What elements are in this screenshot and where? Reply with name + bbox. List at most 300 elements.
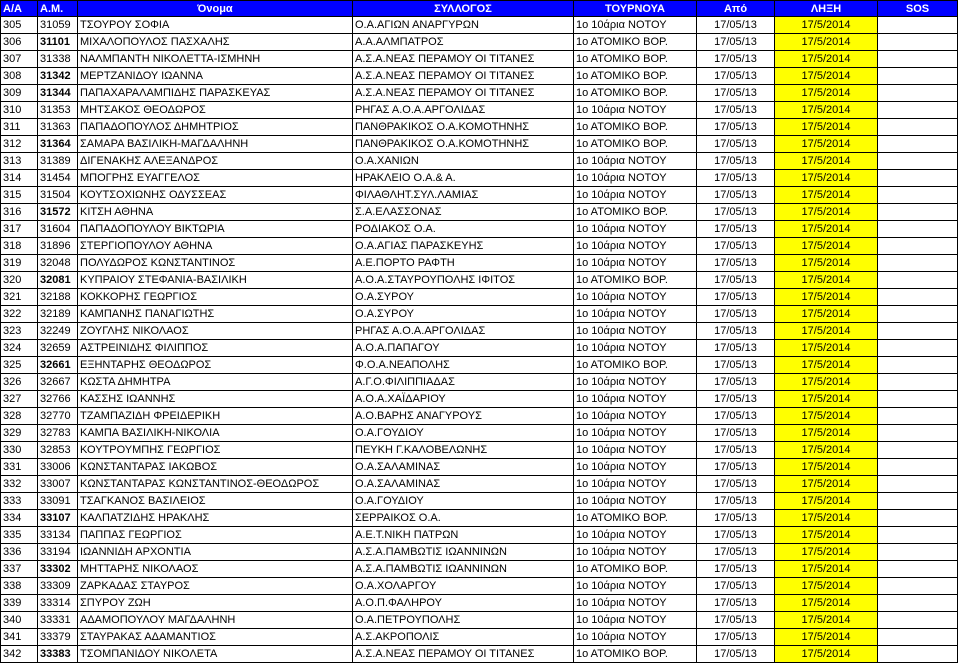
cell-tournament: 1ο 10άρια ΝΟΤΟΥ	[574, 340, 697, 357]
cell-sos	[878, 544, 958, 561]
cell-club: Α.Ο.Π.ΦΑΛΗΡΟΥ	[353, 595, 574, 612]
table-row	[1, 527, 958, 544]
cell-aa: 333	[1, 493, 38, 510]
cell-club: Α.Σ.Α.ΝΕΑΣ ΠΕΡΑΜΟΥ ΟΙ ΤΙΤΑΝΕΣ	[353, 51, 574, 68]
cell-tournament: 1ο 10άρια ΝΟΤΟΥ	[574, 391, 697, 408]
cell-am: 33331	[38, 612, 78, 629]
cell-aa: 323	[1, 323, 38, 340]
cell-name: ΚΥΠΡΑΙΟΥ ΣΤΕΦΑΝΙΑ-ΒΑΣΙΛΙΚΗ	[78, 272, 353, 289]
cell-club: Α.Ο.Α.ΧΑΪΔΑΡΙΟΥ	[353, 391, 574, 408]
cell-end: 17/5/2014	[775, 578, 878, 595]
cell-end: 17/5/2014	[775, 136, 878, 153]
cell-aa: 307	[1, 51, 38, 68]
cell-from: 17/05/13	[697, 391, 775, 408]
header-club: ΣΥΛΛΟΓΟΣ	[353, 1, 574, 17]
cell-from: 17/05/13	[697, 204, 775, 221]
cell-name: ΠΑΠΑΔΟΠΟΥΛΟΣ ΔΗΜΗΤΡΙΟΣ	[78, 119, 353, 136]
cell-tournament: 1ο 10άρια ΝΟΤΟΥ	[574, 306, 697, 323]
cell-club: Φ.Ο.Α.ΝΕΑΠΟΛΗΣ	[353, 357, 574, 374]
cell-from: 17/05/13	[697, 51, 775, 68]
cell-club: Α.Γ.Ο.ΦΙΛΙΠΠΙΑΔΑΣ	[353, 374, 574, 391]
table-row	[1, 476, 958, 493]
cell-tournament: 1ο 10άρια ΝΟΤΟΥ	[574, 493, 697, 510]
cell-aa: 334	[1, 510, 38, 527]
cell-tournament: 1ο 10άρια ΝΟΤΟΥ	[574, 170, 697, 187]
table-row	[1, 391, 958, 408]
table-row	[1, 102, 958, 119]
cell-from: 17/05/13	[697, 595, 775, 612]
cell-from: 17/05/13	[697, 187, 775, 204]
cell-tournament: 1ο ΑΤΟΜΙΚΟ ΒΟΡ.	[574, 68, 697, 85]
cell-name: ΣΠΥΡΟΥ ΖΩΗ	[78, 595, 353, 612]
cell-tournament: 1ο ΑΤΟΜΙΚΟ ΒΟΡ.	[574, 136, 697, 153]
cell-am: 31344	[38, 85, 78, 102]
cell-aa: 336	[1, 544, 38, 561]
cell-from: 17/05/13	[697, 238, 775, 255]
cell-end: 17/5/2014	[775, 170, 878, 187]
cell-am: 31604	[38, 221, 78, 238]
cell-sos	[878, 629, 958, 646]
cell-name: ΠΑΠΑΔΟΠΟΥΛΟΥ ΒΙΚΤΩΡΙΑ	[78, 221, 353, 238]
cell-aa: 326	[1, 374, 38, 391]
cell-end: 17/5/2014	[775, 476, 878, 493]
cell-am: 32853	[38, 442, 78, 459]
cell-tournament: 1ο 10άρια ΝΟΤΟΥ	[574, 17, 697, 34]
cell-end: 17/5/2014	[775, 527, 878, 544]
cell-club: Α.Σ.Α.ΝΕΑΣ ΠΕΡΑΜΟΥ ΟΙ ΤΙΤΑΝΕΣ	[353, 68, 574, 85]
cell-aa: 338	[1, 578, 38, 595]
cell-end: 17/5/2014	[775, 459, 878, 476]
cell-tournament: 1ο 10άρια ΝΟΤΟΥ	[574, 459, 697, 476]
cell-sos	[878, 136, 958, 153]
cell-tournament: 1ο 10άρια ΝΟΤΟΥ	[574, 102, 697, 119]
cell-am: 33194	[38, 544, 78, 561]
cell-club: ΠΕΥΚΗ Γ.ΚΑΛΟΒΕΛΩΝΗΣ	[353, 442, 574, 459]
cell-aa: 310	[1, 102, 38, 119]
table-row	[1, 306, 958, 323]
cell-tournament: 1ο ΑΤΟΜΙΚΟ ΒΟΡ.	[574, 646, 697, 663]
cell-am: 31896	[38, 238, 78, 255]
cell-name: ΔΙΓΕΝΑΚΗΣ ΑΛΕΞΑΝΔΡΟΣ	[78, 153, 353, 170]
cell-name: ΑΣΤΡΕΙΝΙΔΗΣ ΦΙΛΙΠΠΟΣ	[78, 340, 353, 357]
cell-am: 32249	[38, 323, 78, 340]
cell-am: 31389	[38, 153, 78, 170]
cell-name: ΝΑΛΜΠΑΝΤΗ ΝΙΚΟΛΕΤΤΑ-ΙΣΜΗΝΗ	[78, 51, 353, 68]
cell-tournament: 1ο 10άρια ΝΟΤΟΥ	[574, 442, 697, 459]
header-sos: SOS	[878, 1, 958, 17]
cell-club: ΦΙΛΑΘΛΗΤ.ΣΥΛ.ΛΑΜΙΑΣ	[353, 187, 574, 204]
cell-am: 32189	[38, 306, 78, 323]
cell-sos	[878, 170, 958, 187]
cell-from: 17/05/13	[697, 374, 775, 391]
cell-club: Ο.Α.ΠΕΤΡΟΥΠΟΛΗΣ	[353, 612, 574, 629]
cell-name: ΣΤΕΡΓΙΟΠΟΥΛΟΥ ΑΘΗΝΑ	[78, 238, 353, 255]
cell-am: 32667	[38, 374, 78, 391]
cell-from: 17/05/13	[697, 357, 775, 374]
cell-name: ΜΙΧΑΛΟΠΟΥΛΟΣ ΠΑΣΧΑΛΗΣ	[78, 34, 353, 51]
cell-end: 17/5/2014	[775, 323, 878, 340]
cell-name: ΤΣΟΜΠΑΝΙΔΟΥ ΝΙΚΟΛΕΤΑ	[78, 646, 353, 663]
table-row	[1, 204, 958, 221]
table-row	[1, 595, 958, 612]
cell-sos	[878, 561, 958, 578]
cell-from: 17/05/13	[697, 170, 775, 187]
cell-sos	[878, 187, 958, 204]
cell-sos	[878, 442, 958, 459]
table-row	[1, 561, 958, 578]
cell-tournament: 1ο 10άρια ΝΟΤΟΥ	[574, 289, 697, 306]
cell-tournament: 1ο ΑΤΟΜΙΚΟ ΒΟΡ.	[574, 85, 697, 102]
cell-name: ΙΩΑΝΝΙΔΗ ΑΡΧΟΝΤΙΑ	[78, 544, 353, 561]
cell-club: Α.Ο.ΒΑΡΗΣ ΑΝΑΓΥΡΟΥΣ	[353, 408, 574, 425]
cell-sos	[878, 17, 958, 34]
cell-tournament: 1ο 10άρια ΝΟΤΟΥ	[574, 544, 697, 561]
cell-sos	[878, 119, 958, 136]
cell-end: 17/5/2014	[775, 629, 878, 646]
cell-club: Α.Ε.Τ.ΝΙΚΗ ΠΑΤΡΩΝ	[353, 527, 574, 544]
cell-end: 17/5/2014	[775, 272, 878, 289]
cell-name: ΚΟΥΤΡΟΥΜΠΗΣ ΓΕΩΡΓΙΟΣ	[78, 442, 353, 459]
cell-from: 17/05/13	[697, 255, 775, 272]
cell-end: 17/5/2014	[775, 306, 878, 323]
table-row	[1, 119, 958, 136]
cell-tournament: 1ο 10άρια ΝΟΤΟΥ	[574, 629, 697, 646]
cell-name: ΤΣΟΥΡΟΥ ΣΟΦΙΑ	[78, 17, 353, 34]
cell-am: 32783	[38, 425, 78, 442]
table-row	[1, 221, 958, 238]
cell-am: 32188	[38, 289, 78, 306]
cell-aa: 327	[1, 391, 38, 408]
cell-from: 17/05/13	[697, 221, 775, 238]
cell-from: 17/05/13	[697, 527, 775, 544]
cell-end: 17/5/2014	[775, 289, 878, 306]
cell-am: 33007	[38, 476, 78, 493]
table-row	[1, 34, 958, 51]
cell-from: 17/05/13	[697, 340, 775, 357]
cell-tournament: 1ο 10άρια ΝΟΤΟΥ	[574, 323, 697, 340]
cell-end: 17/5/2014	[775, 221, 878, 238]
cell-tournament: 1ο ΑΤΟΜΙΚΟ ΒΟΡ.	[574, 34, 697, 51]
cell-from: 17/05/13	[697, 578, 775, 595]
table-row	[1, 323, 958, 340]
cell-from: 17/05/13	[697, 17, 775, 34]
cell-am: 31353	[38, 102, 78, 119]
cell-from: 17/05/13	[697, 646, 775, 663]
cell-club: Ο.Α.ΧΟΛΑΡΓΟΥ	[353, 578, 574, 595]
cell-name: ΕΞΗΝΤΑΡΗΣ ΘΕΟΔΩΡΟΣ	[78, 357, 353, 374]
cell-club: Α.Σ.Α.ΠΑΜΒΩΤΙΣ ΙΩΑΝΝΙΝΩΝ	[353, 561, 574, 578]
cell-club: Α.Α.ΑΛΜΠΑΤΡΟΣ	[353, 34, 574, 51]
cell-club: Ο.Α.ΓΟΥΔΙΟΥ	[353, 425, 574, 442]
cell-from: 17/05/13	[697, 425, 775, 442]
cell-name: ΜΗΤΤΑΡΗΣ ΝΙΚΟΛΑΟΣ	[78, 561, 353, 578]
cell-sos	[878, 255, 958, 272]
cell-end: 17/5/2014	[775, 561, 878, 578]
cell-club: Α.Ε.ΠΟΡΤΟ ΡΑΦΤΗ	[353, 255, 574, 272]
cell-sos	[878, 408, 958, 425]
cell-sos	[878, 51, 958, 68]
cell-club: ΠΑΝΘΡΑΚΙΚΟΣ Ο.Α.ΚΟΜΟΤΗΝΗΣ	[353, 119, 574, 136]
cell-end: 17/5/2014	[775, 612, 878, 629]
cell-tournament: 1ο 10άρια ΝΟΤΟΥ	[574, 527, 697, 544]
cell-club: Σ.Α.ΕΛΑΣΣΟΝΑΣ	[353, 204, 574, 221]
cell-from: 17/05/13	[697, 323, 775, 340]
cell-end: 17/5/2014	[775, 340, 878, 357]
table-row	[1, 255, 958, 272]
cell-end: 17/5/2014	[775, 34, 878, 51]
table-row	[1, 340, 958, 357]
cell-name: ΚΟΚΚΟΡΗΣ ΓΕΩΡΓΙΟΣ	[78, 289, 353, 306]
cell-sos	[878, 289, 958, 306]
cell-end: 17/5/2014	[775, 17, 878, 34]
cell-end: 17/5/2014	[775, 238, 878, 255]
cell-from: 17/05/13	[697, 544, 775, 561]
cell-aa: 332	[1, 476, 38, 493]
table-body	[1, 17, 958, 663]
cell-am: 31572	[38, 204, 78, 221]
cell-end: 17/5/2014	[775, 408, 878, 425]
cell-from: 17/05/13	[697, 493, 775, 510]
cell-club: ΗΡΑΚΛΕΙΟ Ο.Α.& Α.	[353, 170, 574, 187]
cell-from: 17/05/13	[697, 153, 775, 170]
cell-club: ΡΗΓΑΣ Α.Ο.Α.ΑΡΓΟΛΙΔΑΣ	[353, 102, 574, 119]
cell-tournament: 1ο 10άρια ΝΟΤΟΥ	[574, 255, 697, 272]
cell-am: 33302	[38, 561, 78, 578]
cell-am: 31364	[38, 136, 78, 153]
table-row	[1, 272, 958, 289]
cell-end: 17/5/2014	[775, 510, 878, 527]
header-aa: Α/Α	[1, 1, 38, 17]
cell-club: Ο.Α.ΑΓΙΑΣ ΠΑΡΑΣΚΕΥΗΣ	[353, 238, 574, 255]
cell-am: 31363	[38, 119, 78, 136]
cell-aa: 318	[1, 238, 38, 255]
header-row	[1, 1, 958, 17]
cell-aa: 330	[1, 442, 38, 459]
cell-end: 17/5/2014	[775, 255, 878, 272]
cell-sos	[878, 459, 958, 476]
cell-aa: 341	[1, 629, 38, 646]
cell-club: Α.Σ.ΑΚΡΟΠΟΛΙΣ	[353, 629, 574, 646]
cell-from: 17/05/13	[697, 119, 775, 136]
cell-name: ΜΠΟΓΡΗΣ ΕΥΑΓΓΕΛΟΣ	[78, 170, 353, 187]
header-from: Από	[697, 1, 775, 17]
cell-tournament: 1ο ΑΤΟΜΙΚΟ ΒΟΡ.	[574, 204, 697, 221]
cell-club: ΡΗΓΑΣ Α.Ο.Α.ΑΡΓΟΛΙΔΑΣ	[353, 323, 574, 340]
cell-from: 17/05/13	[697, 629, 775, 646]
cell-from: 17/05/13	[697, 289, 775, 306]
table-row	[1, 357, 958, 374]
cell-tournament: 1ο ΑΤΟΜΙΚΟ ΒΟΡ.	[574, 272, 697, 289]
table-row	[1, 646, 958, 663]
cell-am: 31101	[38, 34, 78, 51]
table-row	[1, 85, 958, 102]
cell-end: 17/5/2014	[775, 102, 878, 119]
cell-aa: 331	[1, 459, 38, 476]
cell-sos	[878, 306, 958, 323]
cell-end: 17/5/2014	[775, 153, 878, 170]
cell-sos	[878, 272, 958, 289]
cell-name: ΚΑΛΠΑΤΖΙΔΗΣ ΗΡΑΚΛΗΣ	[78, 510, 353, 527]
table-row	[1, 374, 958, 391]
cell-name: ΚΩΣΤΑ ΔΗΜΗΤΡΑ	[78, 374, 353, 391]
cell-sos	[878, 153, 958, 170]
cell-club: Α.Σ.Α.ΝΕΑΣ ΠΕΡΑΜΟΥ ΟΙ ΤΙΤΑΝΕΣ	[353, 646, 574, 663]
cell-tournament: 1ο 10άρια ΝΟΤΟΥ	[574, 408, 697, 425]
cell-am: 33107	[38, 510, 78, 527]
cell-end: 17/5/2014	[775, 204, 878, 221]
cell-sos	[878, 612, 958, 629]
cell-from: 17/05/13	[697, 442, 775, 459]
cell-club: Ο.Α.ΣΥΡΟΥ	[353, 289, 574, 306]
cell-sos	[878, 374, 958, 391]
cell-aa: 315	[1, 187, 38, 204]
table-row	[1, 408, 958, 425]
cell-sos	[878, 510, 958, 527]
cell-tournament: 1ο 10άρια ΝΟΤΟΥ	[574, 595, 697, 612]
cell-end: 17/5/2014	[775, 51, 878, 68]
table-row	[1, 544, 958, 561]
table-row	[1, 425, 958, 442]
cell-club: ΡΟΔΙΑΚΟΣ Ο.Α.	[353, 221, 574, 238]
header-end: ΛΗΞΗ	[775, 1, 878, 17]
cell-from: 17/05/13	[697, 561, 775, 578]
cell-from: 17/05/13	[697, 272, 775, 289]
cell-name: ΖΑΡΚΑΔΑΣ ΣΤΑΥΡΟΣ	[78, 578, 353, 595]
table-row	[1, 510, 958, 527]
cell-name: ΚΑΜΠΑΝΗΣ ΠΑΝΑΓΙΩΤΗΣ	[78, 306, 353, 323]
cell-tournament: 1ο ΑΤΟΜΙΚΟ ΒΟΡ.	[574, 561, 697, 578]
cell-aa: 322	[1, 306, 38, 323]
cell-aa: 308	[1, 68, 38, 85]
cell-sos	[878, 323, 958, 340]
cell-club: Ο.Α.ΑΓΙΩΝ ΑΝΑΡΓΥΡΩΝ	[353, 17, 574, 34]
cell-tournament: 1ο 10άρια ΝΟΤΟΥ	[574, 238, 697, 255]
cell-tournament: 1ο 10άρια ΝΟΤΟΥ	[574, 612, 697, 629]
cell-club: Ο.Α.ΣΑΛΑΜΙΝΑΣ	[353, 459, 574, 476]
cell-sos	[878, 391, 958, 408]
cell-am: 33006	[38, 459, 78, 476]
cell-name: ΚΙΤΣΗ ΑΘΗΝΑ	[78, 204, 353, 221]
cell-tournament: 1ο ΑΤΟΜΙΚΟ ΒΟΡ.	[574, 119, 697, 136]
table-row	[1, 238, 958, 255]
cell-aa: 312	[1, 136, 38, 153]
cell-aa: 329	[1, 425, 38, 442]
cell-end: 17/5/2014	[775, 646, 878, 663]
cell-am: 32770	[38, 408, 78, 425]
cell-name: ΑΔΑΜΟΠΟΥΛΟΥ ΜΑΓΔΑΛΗΝΗ	[78, 612, 353, 629]
cell-name: ΠΑΠΠΑΣ ΓΕΩΡΓΙΟΣ	[78, 527, 353, 544]
cell-name: ΚΑΜΠΑ ΒΑΣΙΛΙΚΗ-ΝΙΚΟΛΙΑ	[78, 425, 353, 442]
table-row	[1, 136, 958, 153]
cell-am: 31342	[38, 68, 78, 85]
cell-aa: 314	[1, 170, 38, 187]
cell-end: 17/5/2014	[775, 68, 878, 85]
cell-aa: 321	[1, 289, 38, 306]
header-am: Α.Μ.	[38, 1, 78, 17]
table-row	[1, 612, 958, 629]
cell-end: 17/5/2014	[775, 442, 878, 459]
cell-name: ΚΟΥΤΣΟΧΙΩΝΗΣ ΟΔΥΣΣΕΑΣ	[78, 187, 353, 204]
cell-sos	[878, 527, 958, 544]
cell-club: Ο.Α.ΧΑΝΙΩΝ	[353, 153, 574, 170]
cell-end: 17/5/2014	[775, 374, 878, 391]
header-name: Όνομα	[78, 1, 353, 17]
cell-aa: 313	[1, 153, 38, 170]
cell-tournament: 1ο 10άρια ΝΟΤΟΥ	[574, 221, 697, 238]
table-row	[1, 442, 958, 459]
cell-tournament: 1ο 10άρια ΝΟΤΟΥ	[574, 578, 697, 595]
cell-sos	[878, 204, 958, 221]
cell-from: 17/05/13	[697, 136, 775, 153]
cell-from: 17/05/13	[697, 306, 775, 323]
table-row	[1, 629, 958, 646]
cell-tournament: 1ο 10άρια ΝΟΤΟΥ	[574, 187, 697, 204]
cell-am: 31059	[38, 17, 78, 34]
cell-club: ΣΕΡΡΑΙΚΟΣ Ο.Α.	[353, 510, 574, 527]
cell-am: 31504	[38, 187, 78, 204]
cell-am: 33134	[38, 527, 78, 544]
cell-from: 17/05/13	[697, 68, 775, 85]
cell-am: 31454	[38, 170, 78, 187]
cell-sos	[878, 578, 958, 595]
cell-sos	[878, 34, 958, 51]
cell-sos	[878, 102, 958, 119]
cell-aa: 335	[1, 527, 38, 544]
cell-aa: 340	[1, 612, 38, 629]
cell-am: 32661	[38, 357, 78, 374]
cell-club: Ο.Α.ΓΟΥΔΙΟΥ	[353, 493, 574, 510]
cell-aa: 324	[1, 340, 38, 357]
cell-from: 17/05/13	[697, 85, 775, 102]
cell-aa: 306	[1, 34, 38, 51]
cell-tournament: 1ο 10άρια ΝΟΤΟΥ	[574, 153, 697, 170]
table-row	[1, 578, 958, 595]
cell-am: 33091	[38, 493, 78, 510]
cell-name: ΜΗΤΣΑΚΟΣ ΘΕΟΔΩΡΟΣ	[78, 102, 353, 119]
cell-am: 31338	[38, 51, 78, 68]
cell-name: ΚΩΝΣΤΑΝΤΑΡΑΣ ΚΩΝΣΤΑΝΤΙΝΟΣ-ΘΕΟΔΩΡΟΣ	[78, 476, 353, 493]
cell-am: 33379	[38, 629, 78, 646]
table-row	[1, 170, 958, 187]
table-row	[1, 289, 958, 306]
cell-name: ΤΣΑΓΚΑΝΟΣ ΒΑΣΙΛΕΙΟΣ	[78, 493, 353, 510]
cell-name: ΣΑΜΑΡΑ ΒΑΣΙΛΙΚΗ-ΜΑΓΔΑΛΗΝΗ	[78, 136, 353, 153]
cell-name: ΖΟΥΓΛΗΣ ΝΙΚΟΛΑΟΣ	[78, 323, 353, 340]
cell-aa: 305	[1, 17, 38, 34]
cell-sos	[878, 595, 958, 612]
cell-name: ΚΩΝΣΤΑΝΤΑΡΑΣ ΙΑΚΩΒΟΣ	[78, 459, 353, 476]
cell-sos	[878, 357, 958, 374]
cell-end: 17/5/2014	[775, 493, 878, 510]
cell-club: ΠΑΝΘΡΑΚΙΚΟΣ Ο.Α.ΚΟΜΟΤΗΝΗΣ	[353, 136, 574, 153]
cell-name: ΜΕΡΤΖΑΝΙΔΟΥ ΙΩΑΝΝΑ	[78, 68, 353, 85]
cell-name: ΤΖΑΜΠΑΖΙΔΗ ΦΡΕΙΔΕΡΙΚΗ	[78, 408, 353, 425]
cell-am: 33383	[38, 646, 78, 663]
cell-tournament: 1ο 10άρια ΝΟΤΟΥ	[574, 374, 697, 391]
cell-name: ΣΤΑΥΡΑΚΑΣ ΑΔΑΜΑΝΤΙΟΣ	[78, 629, 353, 646]
cell-aa: 319	[1, 255, 38, 272]
cell-sos	[878, 340, 958, 357]
cell-tournament: 1ο 10άρια ΝΟΤΟΥ	[574, 476, 697, 493]
cell-sos	[878, 238, 958, 255]
cell-tournament: 1ο ΑΤΟΜΙΚΟ ΒΟΡ.	[574, 51, 697, 68]
cell-aa: 325	[1, 357, 38, 374]
cell-name: ΠΟΛΥΔΩΡΟΣ ΚΩΝΣΤΑΝΤΙΝΟΣ	[78, 255, 353, 272]
cell-club: Ο.Α.ΣΥΡΟΥ	[353, 306, 574, 323]
cell-tournament: 1ο ΑΤΟΜΙΚΟ ΒΟΡ.	[574, 357, 697, 374]
cell-end: 17/5/2014	[775, 595, 878, 612]
cell-from: 17/05/13	[697, 612, 775, 629]
